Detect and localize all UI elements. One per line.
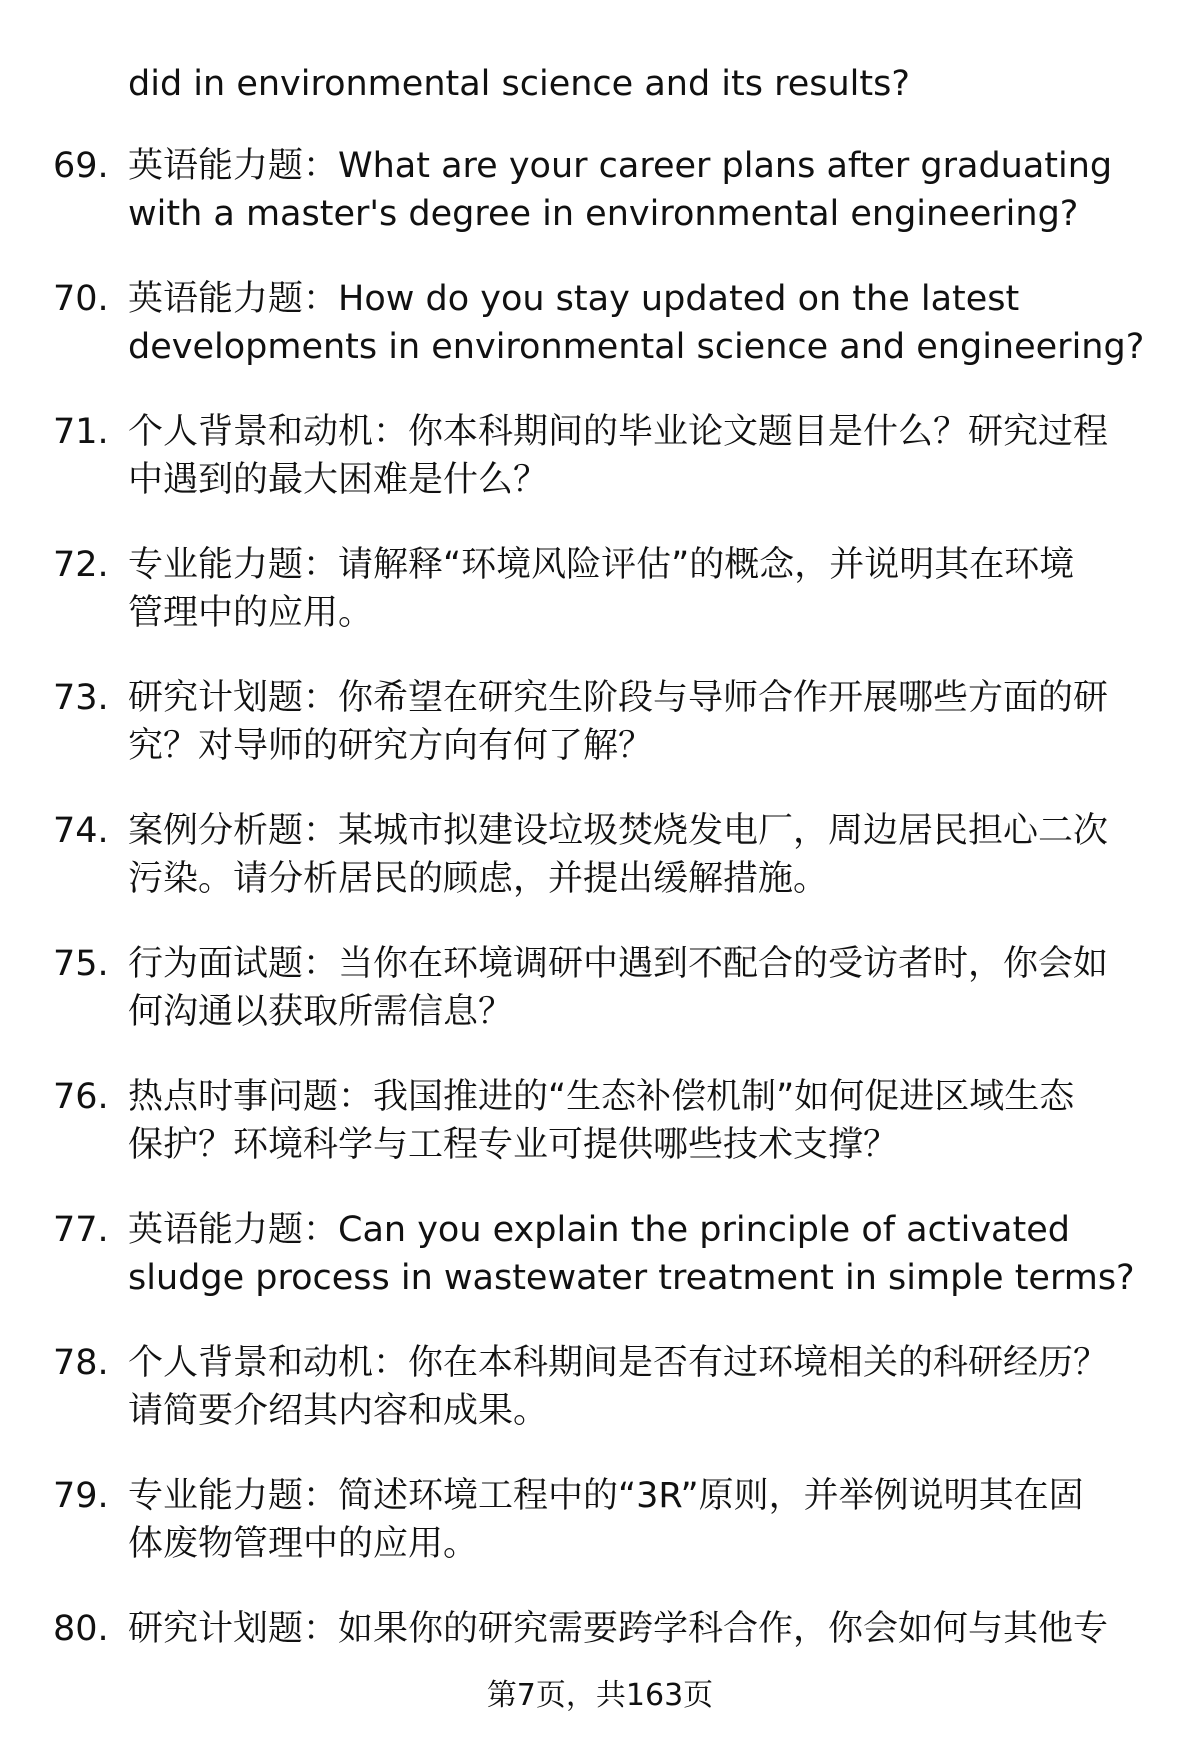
question-line: 英语能力题：Can you explain the principle of activated xyxy=(128,1210,1070,1250)
question-number: 70. xyxy=(53,279,109,319)
question-number: 78. xyxy=(53,1343,109,1383)
question-text xyxy=(128,1472,1148,1568)
question-text xyxy=(128,541,1148,637)
page-number-footer: 第7页，共163页 xyxy=(486,1678,714,1713)
question-line: 中遇到的最大困难是什么？ xyxy=(128,460,549,500)
question-line: 个人背景和动机：你在本科期间是否有过环境相关的科研经历？ xyxy=(128,1343,1109,1383)
question-number: 79. xyxy=(53,1476,109,1516)
question-line: developments in environmental science and engineering? xyxy=(128,327,1145,367)
question-line: 英语能力题：What are your career plans after graduating xyxy=(128,146,1113,186)
question-item xyxy=(0,1206,1200,1339)
question-item xyxy=(0,807,1200,940)
question-number: 74. xyxy=(53,811,109,851)
question-line: 专业能力题：请解释“环境风险评估”的概念，并说明其在环境 xyxy=(128,545,1075,585)
question-line: sludge process in wastewater treatment in simple terms? xyxy=(128,1258,1135,1298)
question-number: 75. xyxy=(53,944,109,984)
question-item xyxy=(0,1472,1200,1605)
question-line: 案例分析题：某城市拟建设垃圾焚烧发电厂，周边居民担心二次 xyxy=(128,811,1109,851)
question-line: 究？对导师的研究方向有何了解？ xyxy=(128,726,654,766)
question-text xyxy=(128,1339,1148,1435)
question-item xyxy=(0,1073,1200,1206)
question-line: 研究计划题：如果你的研究需要跨学科合作，你会如何与其他专 xyxy=(128,1609,1109,1649)
question-number: 72. xyxy=(53,545,109,585)
question-line: 热点时事问题：我国推进的“生态补偿机制”如何促进区域生态 xyxy=(128,1077,1075,1117)
question-item xyxy=(0,142,1200,275)
question-number: 76. xyxy=(53,1077,109,1117)
question-text xyxy=(128,275,1148,371)
question-item xyxy=(0,1339,1200,1472)
question-item xyxy=(0,940,1200,1073)
question-line: 个人背景和动机：你本科期间的毕业论文题目是什么？研究过程 xyxy=(128,412,1109,452)
question-text xyxy=(128,1206,1148,1302)
question-number: 73. xyxy=(53,678,109,718)
question-line: 管理中的应用。 xyxy=(128,593,374,633)
question-text xyxy=(128,807,1148,903)
question-line: 请简要介绍其内容和成果。 xyxy=(128,1391,549,1431)
question-text xyxy=(128,674,1148,770)
continuation-text: did in environmental science and its results? xyxy=(128,64,910,104)
question-line: 保护？环境科学与工程专业可提供哪些技术支撑？ xyxy=(128,1125,899,1165)
question-list xyxy=(0,142,1200,1738)
question-item xyxy=(0,408,1200,541)
question-line: 何沟通以获取所需信息？ xyxy=(128,992,514,1032)
question-text xyxy=(128,1605,1148,1653)
question-item xyxy=(0,275,1200,408)
question-line: with a master's degree in environmental engineering? xyxy=(128,194,1079,234)
question-line: 研究计划题：你希望在研究生阶段与导师合作开展哪些方面的研 xyxy=(128,678,1109,718)
question-number: 71. xyxy=(53,412,109,452)
question-line: 行为面试题：当你在环境调研中遇到不配合的受访者时，你会如 xyxy=(128,944,1109,984)
question-item xyxy=(0,674,1200,807)
question-number: 77. xyxy=(53,1210,109,1250)
question-text xyxy=(128,940,1148,1036)
question-item xyxy=(0,541,1200,674)
question-text xyxy=(128,1073,1148,1169)
question-item xyxy=(0,1605,1200,1738)
question-text xyxy=(128,142,1148,238)
question-number: 80. xyxy=(53,1609,109,1649)
question-text xyxy=(128,408,1148,504)
question-line: 体废物管理中的应用。 xyxy=(128,1524,479,1564)
question-line: 英语能力题：How do you stay updated on the latest xyxy=(128,279,1020,319)
question-line: 专业能力题：简述环境工程中的“3R”原则，并举例说明其在固 xyxy=(128,1476,1084,1516)
question-line: 污染。请分析居民的顾虑，并提出缓解措施。 xyxy=(128,859,829,899)
question-number: 69. xyxy=(53,146,109,186)
